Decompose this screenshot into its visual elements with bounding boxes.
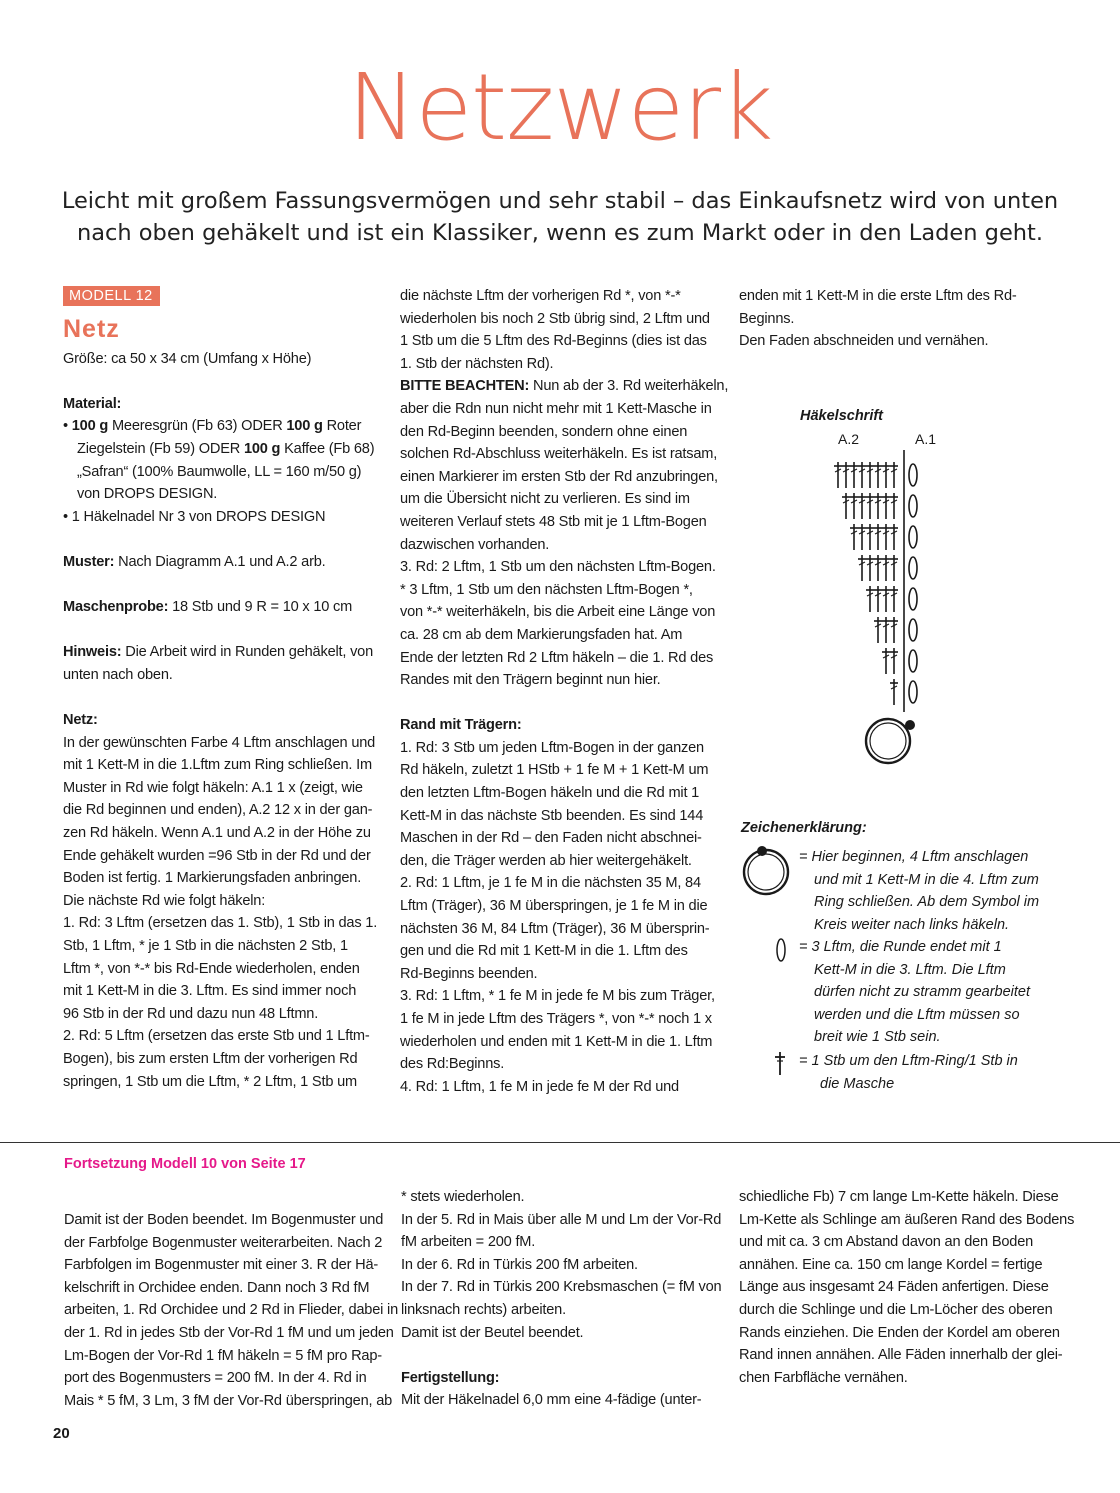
text-line: Ende der letzten Rd 2 Lftm häkeln – die 1. Rd des bbox=[400, 649, 714, 666]
section-divider bbox=[0, 1142, 1120, 1143]
text-line: * stets wiederholen. bbox=[401, 1189, 525, 1205]
text-line: dazwischen vorhanden. bbox=[400, 536, 550, 553]
chain-oval-symbol bbox=[909, 464, 917, 486]
chain-oval-symbol bbox=[909, 619, 917, 641]
text-line: enden mit 1 Kett-M in die erste Lftm des Rd- bbox=[739, 288, 1017, 304]
text-line: Maschen in der Rd – den Faden nicht abschnei- bbox=[400, 830, 702, 847]
text-line: Lftm *, von *-* bis Rd-Ende wiederholen, enden bbox=[63, 960, 360, 977]
double-crochet-symbol bbox=[842, 462, 850, 488]
text-line: weiteren Verlauf stets 48 Stb mit je 1 Lftm-Bogen bbox=[400, 513, 707, 530]
double-crochet-symbol bbox=[882, 493, 890, 519]
double-crochet-symbol bbox=[882, 462, 890, 488]
legend-stb-text bbox=[799, 1050, 1018, 1095]
legend-line: Ring schließen. Ab dem Symbol im bbox=[814, 894, 1040, 911]
chain-oval-symbol bbox=[909, 526, 917, 548]
text-line: springen, 1 Stb um die Lftm, * 2 Lftm, 1 Stb um bbox=[63, 1073, 357, 1090]
text-line: Beginns. bbox=[739, 310, 795, 327]
text-line: Mais * 5 fM, 3 Lm, 3 fM der Vor-Rd überspringen, ab bbox=[64, 1392, 393, 1409]
text-line: zen Rd häkeln. Wenn A.1 und A.2 in der Höhe zu bbox=[63, 825, 371, 842]
text-line: ca. 28 cm ab dem Markierungsfaden hat. Am bbox=[400, 626, 683, 643]
double-crochet-symbol bbox=[866, 493, 874, 519]
text-line: 3. Rd: 1 Lftm, * 1 fe M in jede fe M bis zum Träger, bbox=[400, 988, 715, 1005]
text-line: mit 1 Kett-M in die 3. Lftm. Es sind immer noch bbox=[63, 983, 357, 1000]
rand-heading: Rand mit Trägern: bbox=[400, 717, 522, 734]
text-line: um die Übersicht nicht zu verlieren. Es sind im bbox=[400, 491, 690, 508]
finish-instructions bbox=[739, 285, 1059, 353]
lead-paragraph bbox=[60, 185, 1060, 249]
text-line: In der 7. Rd in Türkis 200 Krebsmaschen (= fM von bbox=[401, 1279, 722, 1296]
double-crochet-symbol bbox=[858, 493, 866, 519]
note-line: BITTE BEACHTEN: Nun ab der 3. Rd weiterhäkeln, bbox=[400, 378, 729, 395]
text-line: wiederholen bis noch 2 Stb übrig sind, 2 Lftm und bbox=[400, 310, 710, 327]
double-crochet-symbol bbox=[842, 493, 850, 519]
chain-oval-symbol bbox=[909, 650, 917, 672]
legend-line: Kett-M in die 3. Lftm. Die Lftm bbox=[814, 961, 1006, 978]
double-crochet-symbol bbox=[850, 493, 858, 519]
note-text bbox=[400, 398, 725, 692]
bottom-text bbox=[64, 1209, 398, 1412]
size-line: Größe: ca 50 x 34 cm (Umfang x Höhe) bbox=[63, 350, 312, 367]
text-line: linksnach rechts) arbeiten. bbox=[401, 1301, 566, 1318]
gauge-line: Maschenprobe: 18 Stb und 9 R = 10 x 10 cm bbox=[63, 599, 353, 616]
double-crochet-symbol bbox=[858, 555, 866, 581]
double-crochet-symbol bbox=[874, 462, 882, 488]
double-crochet-symbol bbox=[850, 524, 858, 550]
double-crochet-symbol bbox=[882, 555, 890, 581]
text-line: die nächste Lftm der vorherigen Rd *, von *-* bbox=[400, 288, 681, 304]
text-line: Rd-Beginns beenden. bbox=[400, 965, 538, 982]
text-line: Randes mit den Trägern beginnt nun hier. bbox=[400, 672, 661, 689]
double-crochet-symbol bbox=[866, 462, 874, 488]
text-line: und mit ca. 3 cm Abstand davon an den Boden bbox=[739, 1234, 1034, 1251]
double-crochet-symbol bbox=[866, 524, 874, 550]
text-line: die Rd beginnen und enden), A.2 12 x in der gan- bbox=[63, 802, 373, 819]
double-crochet-symbol bbox=[882, 524, 890, 550]
text-line: einen Markierer im ersten Stb der Rd anzubringen, bbox=[400, 468, 718, 485]
chain-oval-symbol bbox=[909, 588, 917, 610]
legend-title: Zeichenerklärung: bbox=[741, 820, 867, 836]
material-line: • 1 Häkelnadel Nr 3 von DROPS DESIGN bbox=[63, 508, 326, 525]
text-line: 1. Rd: 3 Stb um jeden Lftm-Bogen in der ganzen bbox=[400, 739, 704, 756]
text-line: den letzten Lftm-Bogen häkeln und die Rd mit 1 bbox=[400, 785, 700, 802]
page-title: Netzwerk bbox=[347, 54, 773, 161]
double-crochet-symbol bbox=[890, 617, 898, 643]
bottom-text bbox=[401, 1389, 726, 1412]
crochet-chart bbox=[800, 450, 940, 770]
text-line: In der 5. Rd in Mais über alle M und Lm der Vor-Rd bbox=[401, 1211, 722, 1228]
text-line: Bogen), bis zum ersten Lftm der vorherigen Rd bbox=[63, 1051, 358, 1067]
legend-oval-text bbox=[799, 936, 1030, 1049]
double-crochet-symbol bbox=[890, 586, 898, 612]
text-line: schiedliche Fb) 7 cm lange Lm-Kette häkeln. Diese bbox=[739, 1189, 1059, 1205]
double-crochet-symbol bbox=[874, 617, 882, 643]
text-line: kelschrift in Orchidee enden. Dann noch 3 Rd fM bbox=[64, 1279, 370, 1296]
text-line: nächsten 36 M, 84 Lftm (Träger), 36 M übersprin- bbox=[400, 920, 710, 937]
text-line: Damit ist der Boden beendet. Im Bogenmuster und bbox=[64, 1212, 384, 1228]
double-crochet-symbol bbox=[890, 679, 898, 705]
ring-symbol-icon bbox=[740, 844, 794, 898]
text-line: 2. Rd: 5 Lftm (ersetzen das erste Stb und 1 Lftm- bbox=[63, 1028, 370, 1045]
legend-line: breit wie 1 Stb sein. bbox=[814, 1029, 941, 1046]
column-1 bbox=[63, 285, 383, 1093]
column-3 bbox=[739, 285, 1059, 353]
text-line: In der gewünschten Farbe 4 Lftm anschlagen und bbox=[63, 734, 376, 751]
text-line: 3. Rd: 2 Lftm, 1 Stb um den nächsten Lftm-Bogen. bbox=[400, 559, 716, 576]
text-line: In der 6. Rd in Türkis 200 fM arbeiten. bbox=[401, 1256, 638, 1273]
legend-line: = 3 Lftm, die Runde endet mit 1 bbox=[799, 939, 1002, 955]
text-line: mit 1 Kett-M in die 1.Lftm zum Ring schließen. Im bbox=[63, 757, 372, 774]
double-crochet-symbol bbox=[890, 648, 898, 674]
double-crochet-symbol bbox=[890, 462, 898, 488]
text-line: chen Farbfläche vernähen. bbox=[739, 1369, 908, 1386]
double-crochet-symbol bbox=[874, 493, 882, 519]
chain-oval-icon bbox=[774, 936, 788, 964]
double-crochet-symbol bbox=[834, 462, 842, 488]
text-line: Rand innen annähen. Alle Fäden innerhalb der glei- bbox=[739, 1347, 1063, 1364]
legend-line: Kreis weiter nach links häkeln. bbox=[814, 916, 1010, 933]
netz-instructions bbox=[63, 732, 383, 1094]
chain-oval-symbol bbox=[909, 557, 917, 579]
text-line: den, die Träger werden ab hier weitergehäkelt. bbox=[400, 852, 692, 869]
legend-ring-text bbox=[799, 846, 1039, 936]
text-line: Farbfolgen im Bogenmuster mit einer 3. R der Hä- bbox=[64, 1257, 379, 1274]
material-line: von DROPS DESIGN. bbox=[77, 486, 218, 503]
text-line: durch die Schlinge und die Lm-Löcher des oberen bbox=[739, 1301, 1053, 1318]
continuation-heading: Fortsetzung Modell 10 von Seite 17 bbox=[64, 1156, 306, 1172]
text-line: Mit der Häkelnadel 6,0 mm eine 4-fädige (unter- bbox=[401, 1392, 702, 1409]
bottom-column-2 bbox=[401, 1186, 726, 1412]
legend-line: werden und die Lftm müssen so bbox=[814, 1006, 1020, 1023]
text-line: Lm-Kette als Schlinge am äußeren Rand des Bodens bbox=[739, 1211, 1075, 1228]
legend-line: dürfen nicht zu stramm gearbeitet bbox=[814, 984, 1030, 1001]
chart-title: Häkelschrift bbox=[800, 408, 884, 424]
text-line: Länge aus insgesamt 24 Fäden anfertigen. Diese bbox=[739, 1279, 1049, 1296]
start-ring-icon bbox=[866, 719, 910, 763]
model-title: Netz bbox=[63, 314, 120, 343]
text-line: Lm-Bogen der Vor-Rd 1 fM häkeln = 5 fM pro Rap- bbox=[64, 1347, 382, 1364]
material-heading: Material: bbox=[63, 395, 122, 412]
text-line: Ende gehäkelt wurden =96 Stb in der Rd und der bbox=[63, 847, 371, 864]
double-crochet-symbol bbox=[882, 617, 890, 643]
bottom-column-1 bbox=[64, 1209, 398, 1412]
material-line: „Safran“ (100% Baumwolle, LL = 160 m/50 g) bbox=[77, 463, 362, 480]
text-line: Muster in Rd wie folgt häkeln: A.1 1 x (zeigt, wie bbox=[63, 779, 363, 796]
rand-instructions bbox=[400, 737, 725, 1099]
double-crochet-symbol bbox=[874, 555, 882, 581]
chain-oval-symbol bbox=[909, 495, 917, 517]
text-line: 1 Stb um die 5 Lftm des Rd-Beginns (dies ist das bbox=[400, 333, 707, 350]
double-crochet-symbol bbox=[858, 462, 866, 488]
double-crochet-symbol bbox=[858, 524, 866, 550]
text-line: Damit ist der Beutel beendet. bbox=[401, 1324, 584, 1341]
netz-heading: Netz: bbox=[63, 712, 98, 729]
text-line: des Rd:Beginns. bbox=[400, 1056, 505, 1073]
text-line: der Farbfolge Bogenmuster weiterarbeiten. Nach 2 bbox=[64, 1234, 383, 1251]
text-line: annähen. Eine ca. 150 cm lange Kordel = fertige bbox=[739, 1256, 1043, 1273]
text-line: Rands einziehen. Die Enden der Kordel am oberen bbox=[739, 1324, 1060, 1341]
bottom-text bbox=[739, 1186, 1075, 1389]
chain-oval-symbol bbox=[909, 681, 917, 703]
hint-line: unten nach oben. bbox=[63, 666, 173, 683]
text-line: der 1. Rd in jedes Stb der Vor-Rd 1 fM und um jeden bbox=[64, 1324, 394, 1341]
double-crochet-symbol bbox=[882, 648, 890, 674]
instructions-continued bbox=[400, 285, 725, 375]
text-line: 1. Rd: 3 Lftm (ersetzen das 1. Stb), 1 Stb in das 1. bbox=[63, 915, 378, 932]
model-tag: MODELL 12 bbox=[63, 286, 160, 306]
double-crochet-symbol bbox=[890, 555, 898, 581]
text-line: 1. Stb der nächsten Rd). bbox=[400, 355, 554, 372]
finishing-heading: Fertigstellung: bbox=[401, 1369, 500, 1386]
text-line: Stb, 1 Lftm, * je 1 Stb in die nächsten 2 Stb, 1 bbox=[63, 938, 348, 955]
material-list bbox=[63, 415, 383, 528]
double-crochet-symbol bbox=[882, 586, 890, 612]
text-line: Den Faden abschneiden und vernähen. bbox=[739, 333, 989, 350]
chart-label-a1: A.1 bbox=[915, 431, 937, 447]
double-crochet-symbol bbox=[866, 555, 874, 581]
legend-line: = Hier beginnen, 4 Lftm anschlagen bbox=[799, 849, 1029, 865]
text-line: 96 Stb in der Rd und dazu nun 48 Lftmn. bbox=[63, 1005, 319, 1022]
double-crochet-symbol bbox=[874, 524, 882, 550]
material-line: Ziegelstein (Fb 59) ODER 100 g Kaffee (Fb 68) bbox=[77, 440, 375, 457]
lead-line: nach oben gehäkelt und ist ein Klassiker, wenn es zum Markt oder in den Laden geht. bbox=[76, 220, 1044, 246]
text-line: Boden ist fertig. 1 Markierungsfaden anbringen. bbox=[63, 870, 362, 887]
text-line: port des Bogenmusters = 200 fM. In der 4. Rd in bbox=[64, 1370, 367, 1387]
text-line: Kett-M in das nächste Stb beenden. Es sind 144 bbox=[400, 807, 704, 824]
text-line: Rd häkeln, zuletzt 1 HStb + 1 fe M + 1 Kett-M um bbox=[400, 762, 709, 779]
legend-line: und mit 1 Kett-M in die 4. Lftm zum bbox=[814, 871, 1039, 888]
page-number: 20 bbox=[53, 1425, 70, 1442]
text-line: aber die Rdn nun nicht mehr mit 1 Kett-Masche in bbox=[400, 400, 712, 417]
text-line: solchen Rd-Abschluss weiterhäkeln. Es ist ratsam, bbox=[400, 446, 718, 463]
column-2 bbox=[400, 285, 729, 1098]
bottom-column-3 bbox=[739, 1186, 1075, 1389]
text-line: 1 fe M in jede Lftm des Trägers *, von *-* noch 1 x bbox=[400, 1011, 712, 1027]
double-crochet-symbol bbox=[890, 524, 898, 550]
legend-line: = 1 Stb um den Lftm-Ring/1 Stb in bbox=[799, 1053, 1018, 1069]
double-crochet-icon bbox=[772, 1050, 788, 1076]
chart-label-a2: A.2 bbox=[838, 431, 860, 447]
hint-line: Hinweis: Die Arbeit wird in Runden gehäkelt, von bbox=[63, 644, 374, 661]
text-line: * 3 Lftm, 1 Stb um den nächsten Lftm-Bogen *, bbox=[400, 581, 693, 598]
legend-line: die Masche bbox=[820, 1075, 895, 1092]
muster-line: Muster: Nach Diagramm A.1 und A.2 arb. bbox=[63, 553, 326, 570]
text-line: Lftm (Träger), 36 M überspringen, je 1 fe M in die bbox=[400, 898, 708, 915]
text-line: 4. Rd: 1 Lftm, 1 fe M in jede fe M der Rd und bbox=[400, 1078, 679, 1095]
text-line: den Rd-Beginn beenden, sondern ohne einen bbox=[400, 423, 688, 440]
bottom-text bbox=[401, 1186, 726, 1344]
text-line: von *-* weiterhäkeln, bis die Arbeit eine Länge von bbox=[400, 604, 716, 621]
text-line: arbeiten, 1. Rd Orchidee und 2 Rd in Flieder, dabei in bbox=[64, 1302, 398, 1319]
double-crochet-symbol bbox=[874, 586, 882, 612]
text-line: 2. Rd: 1 Lftm, je 1 fe M in die nächsten 35 M, 84 bbox=[400, 875, 701, 892]
material-line: • 100 g Meeresgrün (Fb 63) ODER 100 g Roter bbox=[63, 418, 362, 435]
start-dot-icon bbox=[905, 720, 915, 730]
lead-line: Leicht mit großem Fassungsvermögen und sehr stabil – das Einkaufsnetz wird von unten bbox=[61, 188, 1059, 214]
double-crochet-symbol bbox=[890, 493, 898, 519]
text-line: wiederholen und enden mit 1 Kett-M in die 1. Lftm bbox=[400, 1033, 713, 1050]
double-crochet-symbol bbox=[850, 462, 858, 488]
text-line: gen und die Rd mit 1 Kett-M in die 1. Lftm des bbox=[400, 943, 688, 960]
double-crochet-symbol bbox=[866, 586, 874, 612]
text-line: Die nächste Rd wie folgt häkeln: bbox=[63, 892, 266, 909]
text-line: fM arbeiten = 200 fM. bbox=[401, 1234, 536, 1251]
